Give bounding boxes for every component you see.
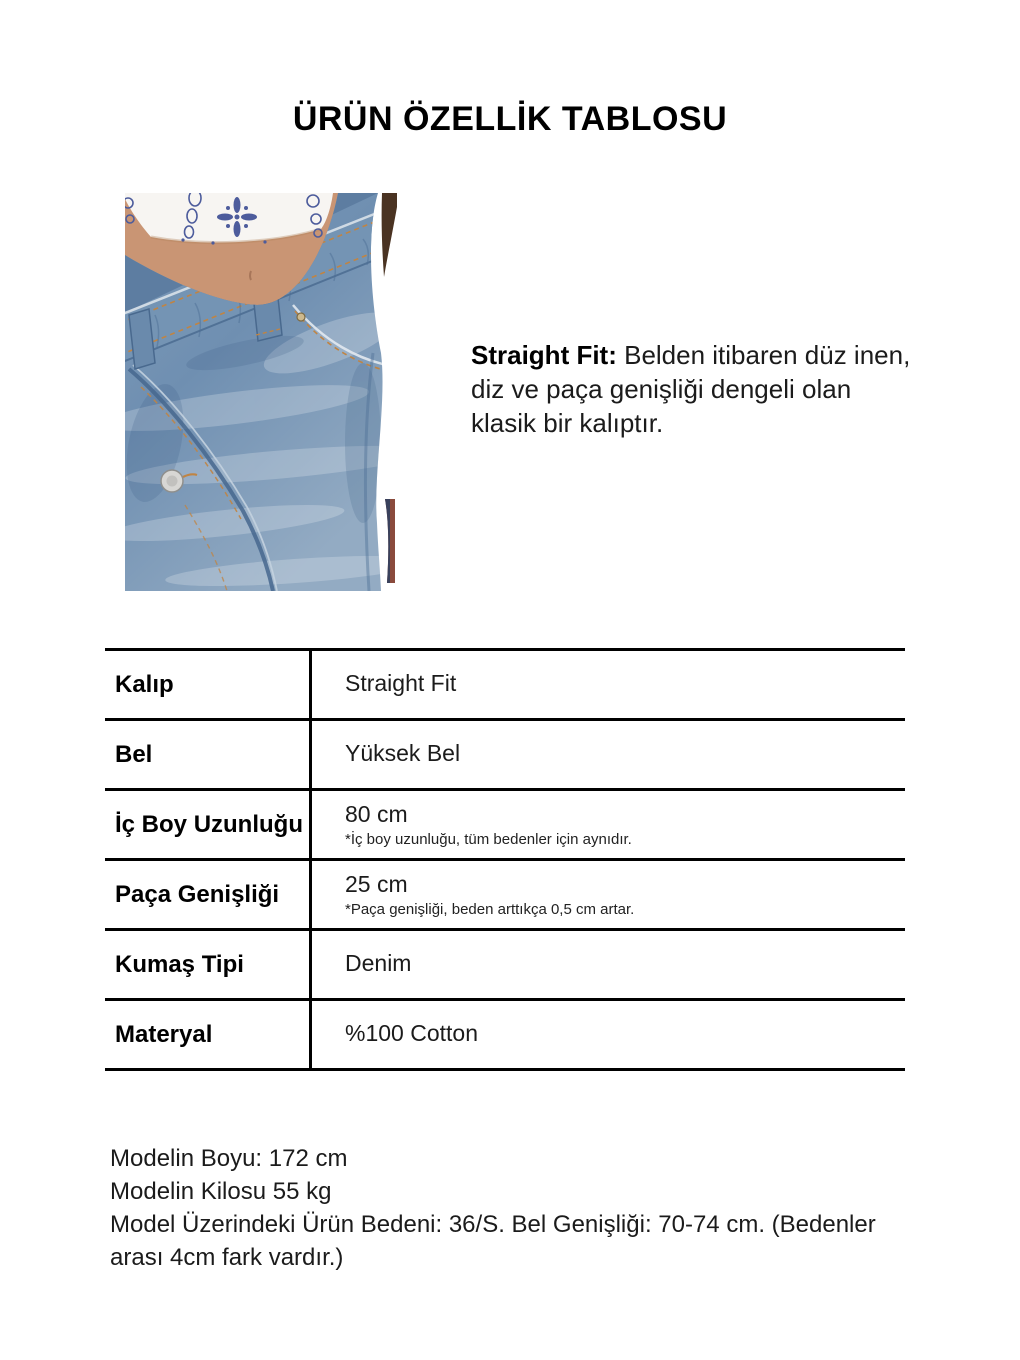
spec-value: %100 Cotton [345,1019,478,1046]
spec-label: İç Boy Uzunluğu [105,791,312,858]
spec-label: Materyal [105,1001,312,1068]
table-row [105,788,905,858]
fit-description-line2: diz ve paça genişliği dengeli olan [471,374,852,404]
fit-description [471,338,931,440]
jeans-photo-illustration [125,193,397,591]
fit-description-lead: Straight Fit: [471,340,617,370]
spec-value: Straight Fit [345,669,457,696]
spec-note: *İç boy uzunluğu, tüm bedenler için aynıdır. [345,831,632,848]
spec-label: Kumaş Tipi [105,931,312,998]
spec-value: 25 cm [345,871,408,897]
table-row [105,928,905,998]
model-height: Modelin Boyu: 172 cm [110,1145,348,1172]
model-size-line2: arası 4cm fark vardır.) [110,1244,344,1271]
table-row [105,998,905,1071]
model-weight: Modelin Kilosu 55 kg [110,1178,332,1205]
spec-value: Yüksek Bel [345,739,461,766]
table-row [105,718,905,788]
spec-value: 80 cm [345,801,408,827]
product-photo [125,193,397,591]
spec-value: Denim [345,949,412,976]
model-info [110,1142,930,1274]
spec-label: Paça Genişliği [105,861,312,928]
page-title: ÜRÜN ÖZELLİK TABLOSU [292,100,728,138]
fit-description-line1: Straight Fit: Belden itibaren düz inen, [471,340,911,370]
table-row [105,648,905,718]
model-size-line1: Model Üzerindeki Ürün Bedeni: 36/S. Bel Genişliği: 70-74 cm. (Bedenler [110,1211,876,1238]
table-row [105,858,905,928]
spec-label: Bel [105,721,312,788]
spec-note: *Paça genişliği, beden arttıkça 0,5 cm artar. [345,901,635,918]
spec-label: Kalıp [105,651,312,718]
fit-description-line3: klasik bir kalıptır. [471,408,664,438]
spec-table [105,648,905,1071]
